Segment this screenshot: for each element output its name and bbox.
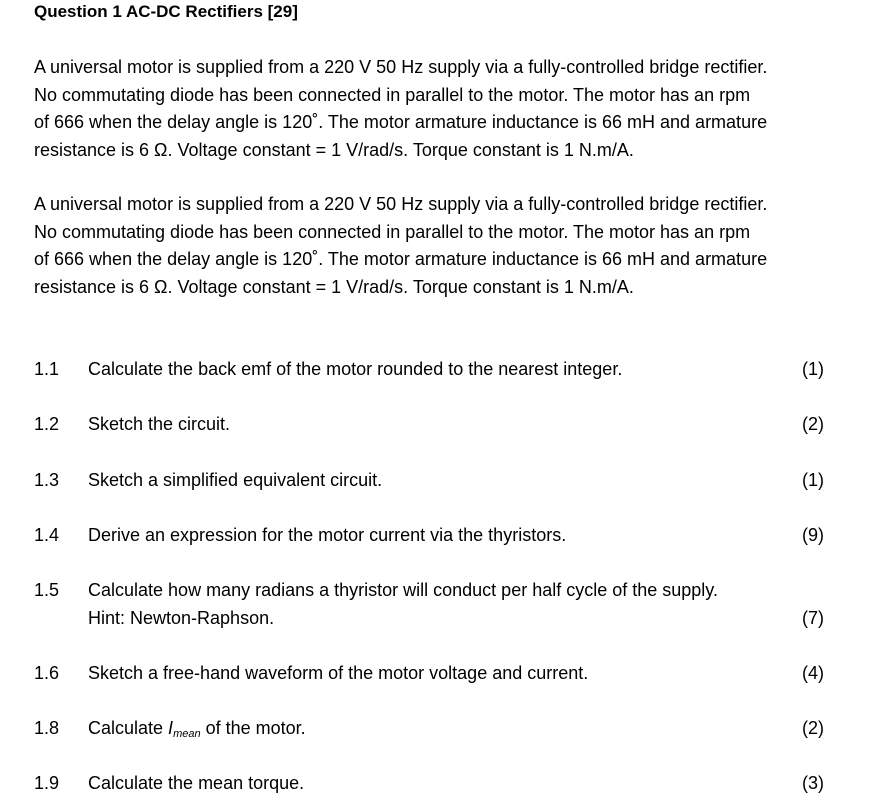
- question-text: Sketch the circuit.: [88, 414, 231, 434]
- question-marks: (9): [802, 525, 824, 545]
- paragraph-line: of 666 when the delay angle is 120˚. The motor armature inductance is 66 mH and armature: [34, 249, 768, 269]
- question-number: 1.1: [34, 359, 60, 379]
- question-hint: Hint: Newton-Raphson.: [88, 607, 275, 628]
- paragraph-line: resistance is 6 Ω. Voltage constant = 1 V/rad/s. Torque constant is 1 N.m/A.: [34, 276, 634, 297]
- question-marks: (1): [802, 470, 824, 490]
- question-marks: (4): [802, 663, 824, 683]
- question-text-line: Calculate how many radians a thyristor will conduct per half cycle of the supply.: [88, 580, 718, 600]
- current-symbol: I: [168, 718, 174, 738]
- question-number: 1.8: [34, 718, 60, 738]
- question-text-prefix: Calculate: [88, 718, 169, 738]
- question-number: 1.2: [34, 414, 60, 434]
- paragraph-line: of 666 when the delay angle is 120˚. The motor armature inductance is 66 mH and armature: [34, 112, 768, 132]
- question-marks: (3): [802, 773, 824, 793]
- question-number: 1.5: [34, 580, 60, 600]
- paragraph-line: resistance is 6 Ω. Voltage constant = 1 V/rad/s. Torque constant is 1 N.m/A.: [34, 139, 634, 160]
- question-text: Sketch a free-hand waveform of the motor voltage and current.: [88, 663, 589, 683]
- current-subscript: mean: [173, 728, 201, 740]
- question-marks: (1): [802, 359, 824, 379]
- question-number: 1.6: [34, 663, 60, 683]
- question-text: Calculate the mean torque.: [88, 773, 305, 793]
- question-marks: (7): [802, 607, 824, 628]
- question-number: 1.9: [34, 773, 60, 793]
- question-text-suffix: of the motor.: [200, 718, 306, 738]
- question-text: Sketch a simplified equivalent circuit.: [88, 470, 383, 490]
- problem-paragraph-2: [34, 191, 864, 301]
- paragraph-line: A universal motor is supplied from a 220 V 50 Hz supply via a fully-controlled bridge rectifier.: [34, 57, 768, 77]
- paragraph-line: A universal motor is supplied from a 220 V 50 Hz supply via a fully-controlled bridge rectifier.: [34, 194, 768, 214]
- question-text: Calculate the back emf of the motor rounded to the nearest integer.: [88, 359, 623, 379]
- question-marks: (2): [802, 414, 824, 434]
- question-text: [88, 715, 306, 749]
- question-marks: (2): [802, 718, 824, 738]
- paragraph-line: No commutating diode has been connected in parallel to the motor. The motor has an rpm: [34, 221, 751, 242]
- question-number: 1.4: [34, 525, 60, 545]
- question-title: Question 1 AC-DC Rectifiers [29]: [34, 2, 298, 21]
- question-text: [88, 577, 718, 632]
- paragraph-line: No commutating diode has been connected in parallel to the motor. The motor has an rpm: [34, 84, 751, 105]
- problem-paragraph-1: [34, 54, 864, 164]
- question-number: 1.3: [34, 470, 60, 490]
- question-text: Derive an expression for the motor current via the thyristors.: [88, 525, 567, 545]
